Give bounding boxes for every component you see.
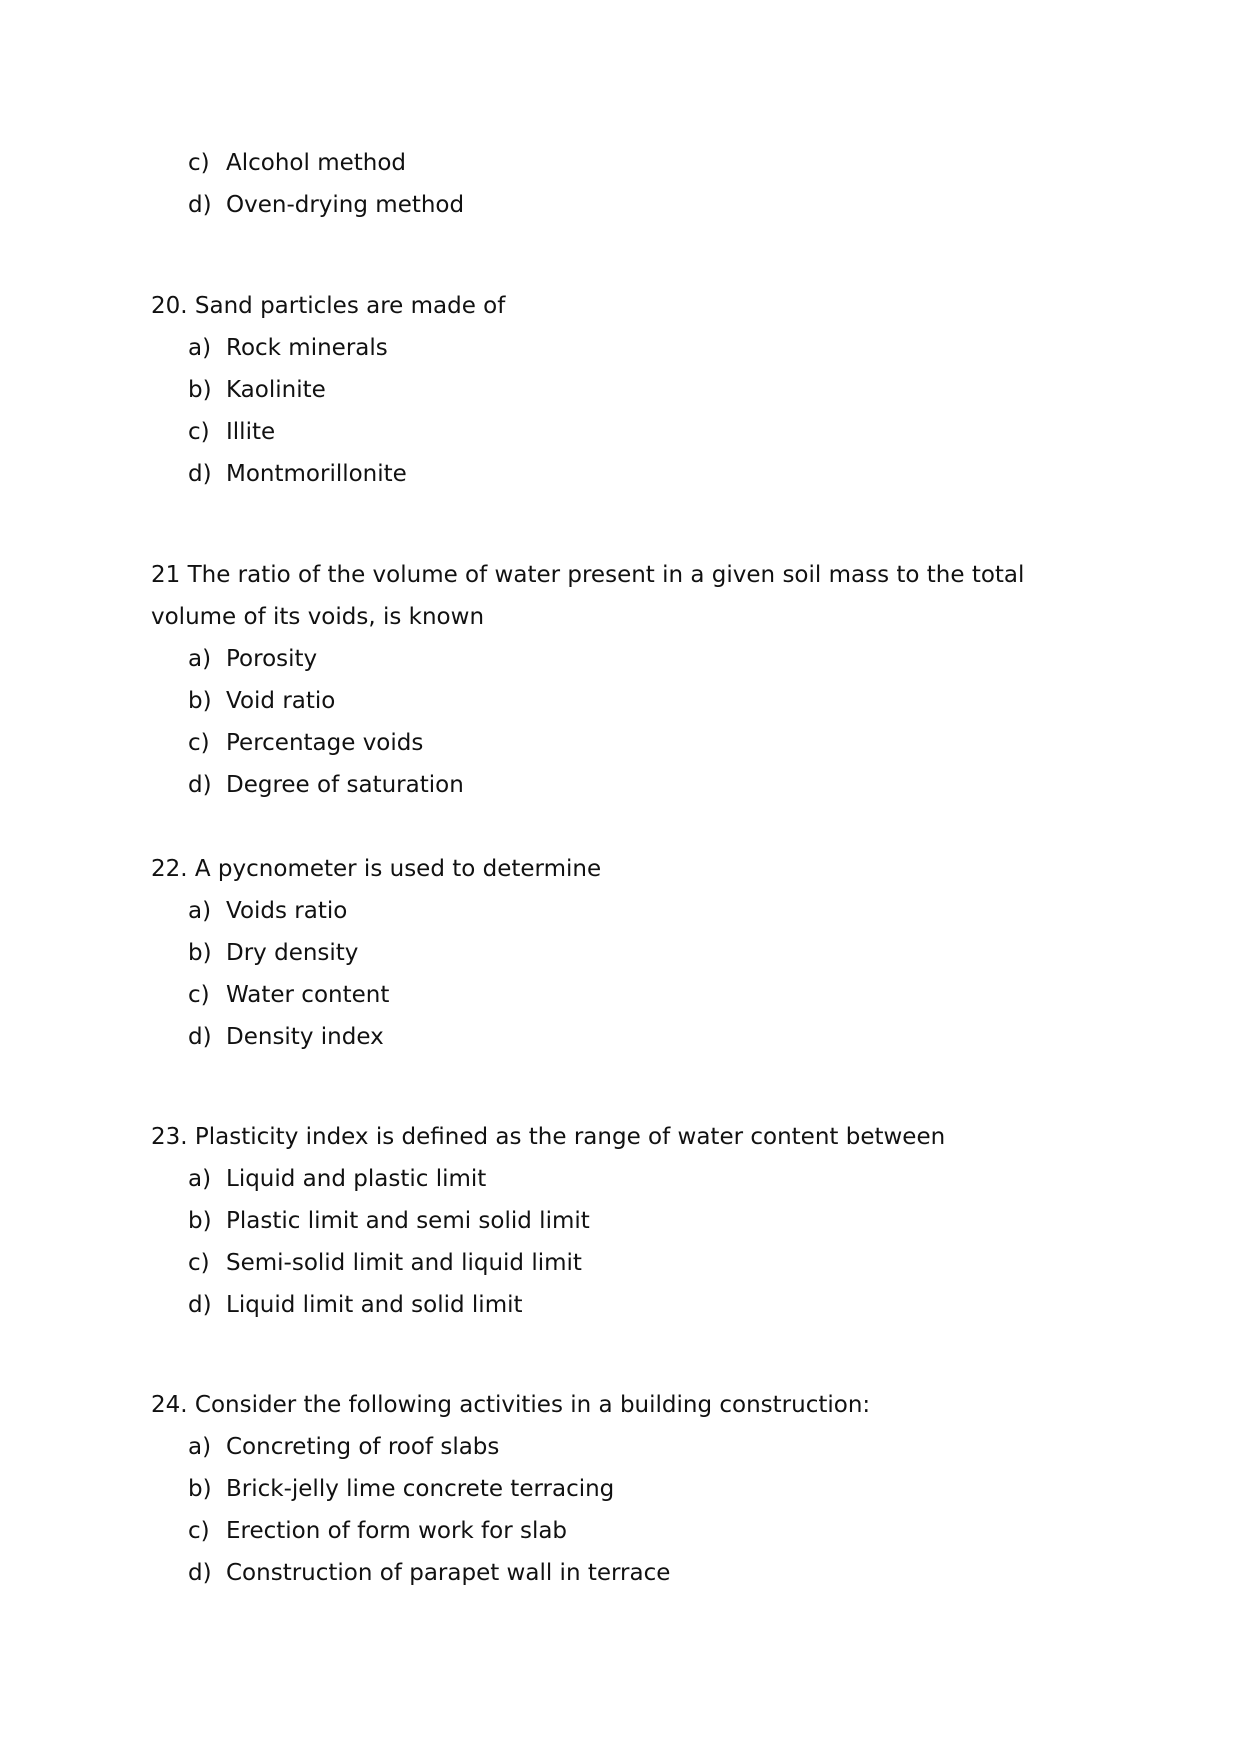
option-text: Erection of form work for slab <box>226 1518 568 1544</box>
option-b <box>188 369 326 411</box>
option-text: Oven-drying method <box>226 192 465 218</box>
option-letter: b) <box>188 688 212 714</box>
option-a <box>188 638 317 680</box>
option-letter: c) <box>188 150 210 176</box>
option-text: Degree of saturation <box>226 772 464 798</box>
option-d <box>188 1552 670 1594</box>
option-letter: d) <box>188 1560 212 1586</box>
option-d <box>188 764 464 806</box>
option-text: Liquid and plastic limit <box>226 1166 487 1192</box>
option-text: Water content <box>226 982 390 1008</box>
option-letter: a) <box>188 1166 212 1192</box>
option-letter: d) <box>188 1024 212 1050</box>
option-b <box>188 1200 590 1242</box>
option-text: Illite <box>226 419 276 445</box>
option-c <box>188 1510 567 1552</box>
option-c <box>188 142 406 184</box>
option-letter: b) <box>188 1476 212 1502</box>
option-letter: a) <box>188 1434 212 1460</box>
question-text: 21 The ratio of the volume of water present in a given soil mass to the total volume of its voids, is known <box>151 562 1025 630</box>
option-text: Brick-jelly lime concrete terracing <box>226 1476 615 1502</box>
option-letter: a) <box>188 646 212 672</box>
option-a <box>188 327 388 369</box>
option-text: Plastic limit and semi solid limit <box>226 1208 590 1234</box>
option-d <box>188 1284 523 1326</box>
option-text: Percentage voids <box>226 730 424 756</box>
question-text: 22. A pycnometer is used to determine <box>151 856 602 882</box>
option-letter: d) <box>188 1292 212 1318</box>
option-b <box>188 1468 614 1510</box>
option-letter: d) <box>188 772 212 798</box>
question-text: 23. Plasticity index is defined as the range of water content between <box>151 1124 946 1150</box>
option-letter: c) <box>188 419 210 445</box>
option-letter: d) <box>188 461 212 487</box>
option-letter: b) <box>188 940 212 966</box>
option-a <box>188 890 347 932</box>
option-letter: b) <box>188 1208 212 1234</box>
option-letter: b) <box>188 377 212 403</box>
option-a <box>188 1158 486 1200</box>
option-letter: c) <box>188 982 210 1008</box>
option-text: Montmorillonite <box>226 461 407 487</box>
option-letter: c) <box>188 1518 210 1544</box>
option-text: Density index <box>226 1024 384 1050</box>
option-a <box>188 1426 499 1468</box>
option-letter: d) <box>188 192 212 218</box>
option-letter: c) <box>188 730 210 756</box>
question-text: 24. Consider the following activities in a building construction: <box>151 1392 871 1418</box>
option-c <box>188 974 389 1016</box>
option-text: Rock minerals <box>226 335 388 361</box>
option-letter: c) <box>188 1250 210 1276</box>
option-text: Concreting of roof slabs <box>226 1434 500 1460</box>
option-b <box>188 932 358 974</box>
option-d <box>188 1016 384 1058</box>
option-text: Alcohol method <box>226 150 407 176</box>
option-text: Semi-solid limit and liquid limit <box>226 1250 582 1276</box>
option-b <box>188 680 335 722</box>
option-d <box>188 184 464 226</box>
option-text: Liquid limit and solid limit <box>226 1292 523 1318</box>
option-c <box>188 411 275 453</box>
option-text: Construction of parapet wall in terrace <box>226 1560 671 1586</box>
option-text: Dry density <box>226 940 359 966</box>
option-text: Kaolinite <box>226 377 326 403</box>
option-text: Voids ratio <box>226 898 348 924</box>
option-d <box>188 453 407 495</box>
option-letter: a) <box>188 335 212 361</box>
option-text: Porosity <box>226 646 318 672</box>
option-c <box>188 722 423 764</box>
option-letter: a) <box>188 898 212 924</box>
option-text: Void ratio <box>226 688 336 714</box>
option-c <box>188 1242 582 1284</box>
question-text: 20. Sand particles are made of <box>151 293 506 319</box>
